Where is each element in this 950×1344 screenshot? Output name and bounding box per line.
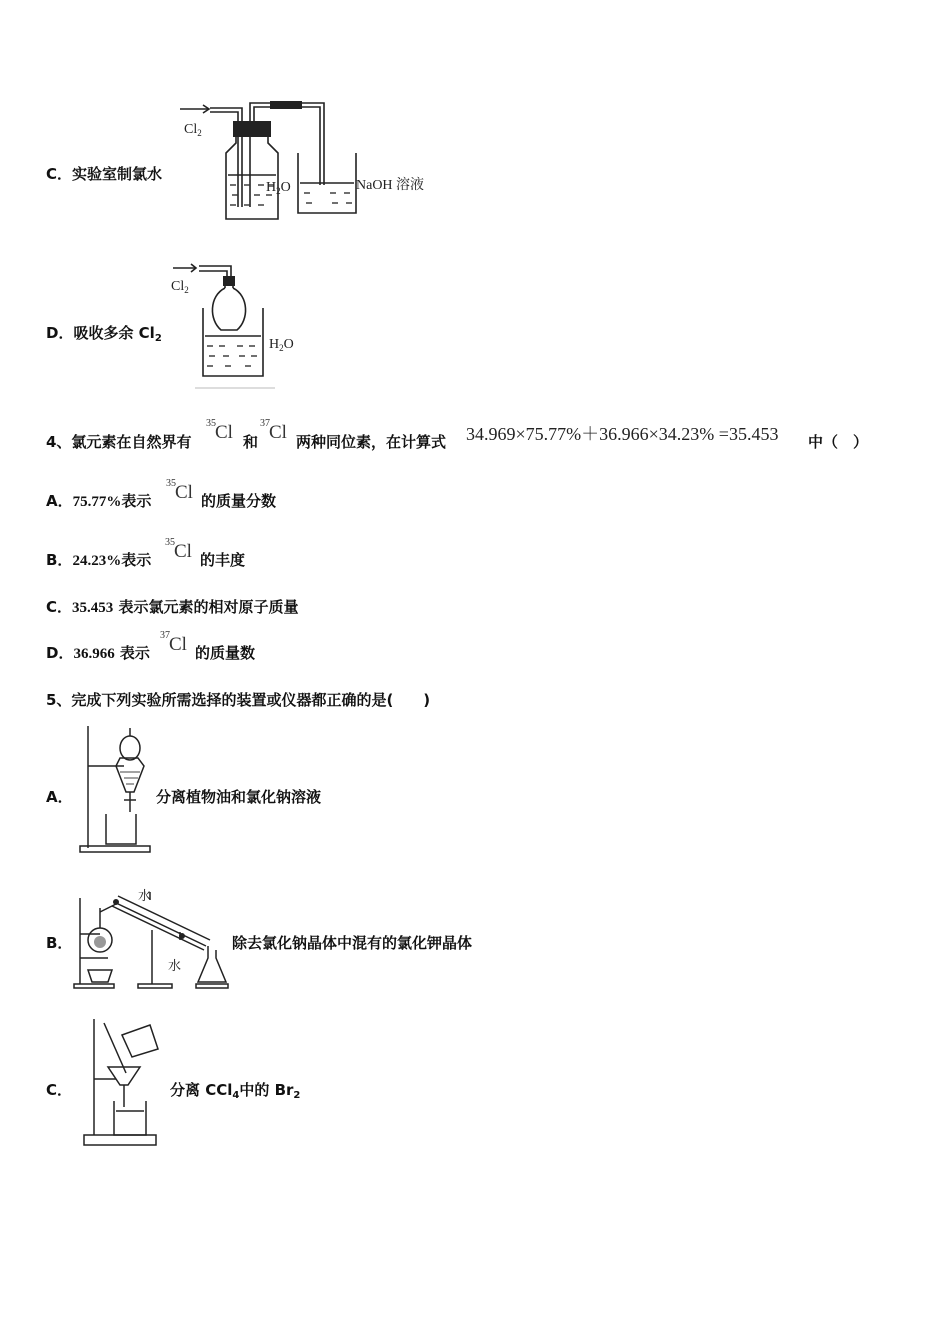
fig-h2o-label: $H_2O$ — [269, 337, 294, 353]
option-d-prev: D．吸收多余 $Cl_2$ — [46, 324, 162, 344]
q4-option-d: D．36.966 表示 37 Cl 的质量数 — [46, 630, 256, 662]
fig-water-outlet-label: 水 — [168, 958, 182, 973]
separatory-funnel-figure — [76, 722, 156, 856]
q5-option-a-text: 分离植物油和氯化钠溶液 — [156, 788, 322, 806]
filtration-apparatus-figure — [80, 1015, 170, 1149]
q4-suffix: 中（ ） — [808, 433, 869, 451]
fig-cl2-label: $Cl_2$ — [184, 122, 202, 138]
distillation-apparatus-figure — [70, 884, 230, 992]
q4-option-c: C．35.453 表示氯元素的相对原子质量 — [46, 598, 299, 616]
question-4-stem: 4、氯元素在自然界有 35 Cl 和 37 Cl 两种同位素，在计算式 34.969×75.77%＋36.966×34.23% =35.453 中（ ） — [46, 418, 869, 451]
fig-h2o-label: $H_2O$ — [266, 180, 291, 196]
option-text: 实验室制氯水 — [72, 165, 163, 183]
q5-option-c-text: 分离 CCl$_4$中的 $Br_2$ — [170, 1081, 301, 1101]
q4-and: 和 — [243, 433, 259, 451]
option-letter: D． — [46, 324, 74, 342]
fig-water-inlet-label: 水 — [138, 888, 152, 903]
chlorine-water-apparatus-figure — [170, 95, 440, 225]
question-5-stem: 5、完成下列实验所需选择的装置或仪器都正确的是( ) — [46, 691, 431, 709]
absorb-cl2-apparatus-figure — [165, 258, 315, 393]
q5-option-c-letter: C． — [46, 1081, 73, 1099]
option-text: 吸收多余 Cl — [73, 324, 155, 342]
q4-formula: 34.969×75.77%＋36.966×34.23% =35.453 — [466, 424, 779, 444]
q4-option-b: B．24.23%表示 35 Cl 的丰度 — [46, 537, 246, 569]
q4-option-a: A．75.77%表示 35 Cl 的质量分数 — [46, 478, 277, 510]
q5-option-b-letter: B． — [46, 934, 73, 952]
q5-option-a-letter: A． — [46, 788, 73, 806]
fig-naoh-label: NaOH 溶液 — [356, 178, 425, 193]
option-c-prev — [46, 164, 162, 184]
q4-prefix: 4、氯元素在自然界有 — [46, 433, 192, 451]
q5-option-b-text: 除去氯化钠晶体中混有的氯化钾晶体 — [232, 934, 473, 952]
fig-cl2-label: $Cl_2$ — [171, 279, 189, 295]
q4-mid: 两种同位素，在计算式 — [296, 433, 447, 451]
option-letter: C． — [46, 165, 73, 183]
